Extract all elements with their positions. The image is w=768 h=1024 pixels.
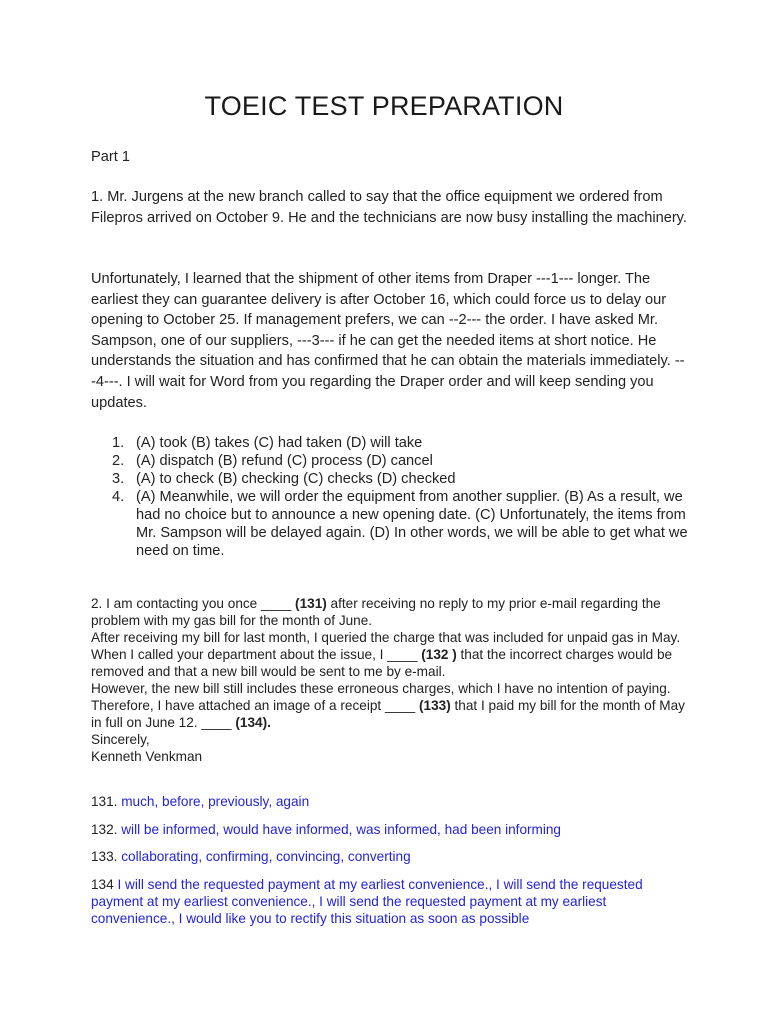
blank-marker-132: (132 ): [421, 647, 457, 662]
letter-text: that I paid my bill for the month of May in full on June 12. ____: [91, 698, 685, 730]
question-item-3: [91, 470, 691, 488]
answer-options: much, before, previously, again: [121, 794, 310, 809]
passage1-paragraph2: Unfortunately, I learned that the shipment of other items from Draper ---1--- longer. The earliest they can guarantee delivery is after October 16, which could force us to delay our opening to October 25. If management prefers, we can --2--- the order. I have asked Mr. Sampson, one of our suppliers, ---3--- if he can get the needed items at short notice. He understands the situation and has confirmed that he can obtain the materials immediately. ---4---. I will wait for Word from you regarding the Draper order and will keep sending you updates.: [91, 271, 685, 411]
question-number: 3.: [112, 471, 125, 487]
letter-closing: Sincerely,: [91, 732, 150, 747]
answer-label: 133.: [91, 849, 122, 864]
letter-text: However, the new bill still includes these erroneous charges, which I have no intention of paying. Therefore, I have attached an image of a receipt ____: [91, 681, 671, 713]
blank-marker-133: (133): [418, 698, 451, 713]
passage1-paragraph1: 1. Mr. Jurgens at the new branch called to say that the office equipment we ordered from Filepros arrived on October 9. He and the technicians are now busy installing the machinery.: [91, 189, 687, 226]
answer-label: 131.: [91, 794, 122, 809]
question-item-1: [91, 434, 691, 452]
question-item-4: [91, 488, 691, 560]
question-options: (A) dispatch (B) refund (C) process (D) cancel: [136, 453, 433, 469]
answer-label: 132.: [91, 822, 122, 837]
answer-134: [91, 876, 691, 927]
letter-paragraph-3: [91, 680, 691, 731]
letter-text: after receiving no reply to my prior e-mail regarding the problem with my gas bill for the month of June.: [91, 596, 661, 628]
question-number: 2.: [112, 453, 125, 469]
letter-text: After receiving my bill for last month, I queried the charge that was included for unpaid gas in May. When I called your department about the issue, I ____: [91, 630, 681, 662]
question-number: 1.: [112, 435, 125, 451]
answer-options: I will send the requested payment at my earliest convenience., I will send the requested payment at my earliest convenience., I will send the requested payment at my earliest convenience., I would like you to rectify this situation as soon as possible: [91, 877, 643, 926]
page-title: TOEIC TEST PREPARATION: [204, 91, 564, 121]
answer-label: 134: [91, 877, 118, 892]
letter-paragraph-1: [91, 595, 691, 629]
question-options: (A) took (B) takes (C) had taken (D) will take: [136, 435, 423, 451]
part-heading: Part 1: [91, 149, 130, 165]
question-options: (A) to check (B) checking (C) checks (D) checked: [136, 471, 456, 487]
passage2-letter: [91, 595, 691, 765]
question-options: (A) Meanwhile, we will order the equipment from another supplier. (B) As a result, we had no choice but to announce a new opening date. (C) Unfortunately, the items from Mr. Sampson will be delayed again. (D) In other words, we will be able to get what we need on time.: [136, 489, 688, 559]
letter-text: that the incorrect charges would be removed and that a new bill would be sent to me by e-mail.: [91, 647, 673, 679]
question-number: 4.: [112, 489, 125, 505]
answer-options: collaborating, confirming, convincing, converting: [121, 849, 411, 864]
answer-options: will be informed, would have informed, was informed, had been informing: [121, 822, 561, 837]
letter-signature: Kenneth Venkman: [91, 749, 203, 764]
answer-133: [91, 848, 691, 865]
answer-131: [91, 793, 691, 810]
letter-paragraph-2: [91, 629, 691, 680]
question-list: [91, 434, 691, 560]
blank-marker-131: (131): [295, 596, 327, 611]
letter-text: 2. I am contacting you once ____: [91, 596, 296, 611]
question-item-2: [91, 452, 691, 470]
blank-marker-134: (134).: [235, 715, 271, 730]
answer-132: [91, 821, 691, 838]
